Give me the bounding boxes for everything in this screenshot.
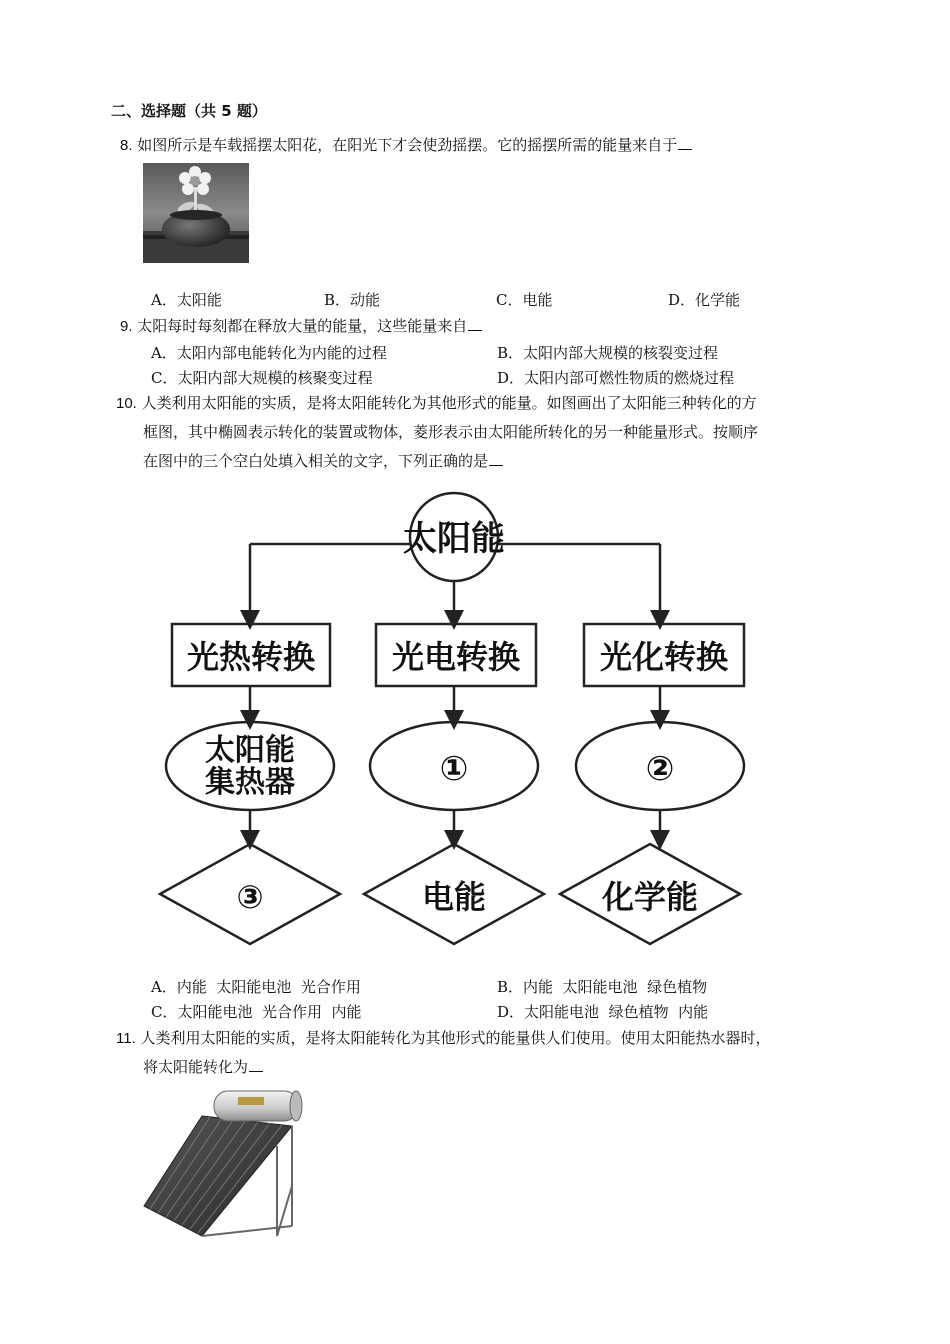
question-stem: 如图所示是车载摇摆太阳花，在阳光下才会使劲摇摆。它的摇摆所需的能量来自于 (137, 136, 678, 154)
question-10-line-2: 框图，其中椭圆表示转化的装置或物体，菱形表示由太阳能所转化的另一种能量形式。按顺序 (143, 423, 759, 441)
question-8 (120, 134, 692, 155)
option-d[interactable]: D．太阳内部可燃性物质的燃烧过程 (497, 369, 735, 387)
option-b[interactable]: B．动能 (324, 291, 381, 309)
question-number: 10. (116, 395, 137, 412)
question-number: 11. (116, 1030, 136, 1047)
box-label: 光电转换 (391, 638, 521, 676)
option-a[interactable]: A．内能 太阳能电池 光合作用 (151, 978, 361, 996)
answer-blank[interactable] (249, 1057, 263, 1072)
diamond-label: 化学能 (601, 878, 699, 916)
question-stem-line-1: 人类利用太阳能的实质，是将太阳能转化为其他形式的能量。如图画出了太阳能三种转化的方 (141, 394, 757, 412)
question-stem: 太阳每时每刻都在释放大量的能量，这些能量来自 (137, 317, 468, 335)
sunflower-toy-image (143, 163, 249, 263)
option-b[interactable]: B．太阳内部大规模的核裂变过程 (497, 344, 719, 362)
option-c[interactable]: C．电能 (496, 291, 553, 309)
answer-blank[interactable] (489, 451, 503, 466)
answer-blank[interactable] (678, 135, 692, 150)
option-b[interactable]: B．内能 太阳能电池 绿色植物 (497, 978, 708, 996)
option-c[interactable]: C．太阳能电池 光合作用 内能 (151, 1003, 362, 1021)
question-stem-line-3: 在图中的三个空白处填入相关的文字，下列正确的是 (143, 452, 489, 470)
option-c[interactable]: C．太阳内部大规模的核聚变过程 (151, 369, 373, 387)
box-label: 光化转换 (599, 638, 729, 676)
question-11-line-2 (143, 1056, 263, 1077)
diamond-label: 电能 (421, 878, 487, 916)
box-label: 光热转换 (186, 638, 316, 676)
option-a[interactable]: A．太阳内部电能转化为内能的过程 (151, 344, 387, 362)
question-number: 8. (120, 137, 133, 154)
option-d[interactable]: D．化学能 (668, 291, 741, 309)
option-d[interactable]: D．太阳能电池 绿色植物 内能 (497, 1003, 709, 1021)
question-9 (120, 315, 482, 336)
question-10 (116, 392, 757, 413)
option-a[interactable]: A．太阳能 (151, 291, 222, 309)
energy-conversion-diagram (150, 488, 729, 958)
ellipse-label-line-2: 集热器 (205, 765, 295, 800)
answer-blank[interactable] (468, 316, 482, 331)
ellipse-label: ① (439, 749, 469, 789)
question-number: 9. (120, 318, 133, 335)
question-stem-line-2: 将太阳能转化为 (143, 1058, 249, 1076)
ellipse-label: ② (645, 749, 675, 789)
section-heading: 二、选择题（共 5 题） (111, 102, 267, 120)
question-stem-line-1: 人类利用太阳能的实质，是将太阳能转化为其他形式的能量供人们使用。使用太阳能热水器时， (140, 1029, 771, 1047)
question-11 (116, 1027, 771, 1048)
root-label: 太阳能 (403, 519, 505, 559)
ellipse-label-line-1: 太阳能 (205, 733, 295, 768)
diamond-label: ③ (236, 878, 264, 916)
question-10-line-3 (143, 450, 503, 471)
solar-water-heater-image (142, 1086, 307, 1252)
